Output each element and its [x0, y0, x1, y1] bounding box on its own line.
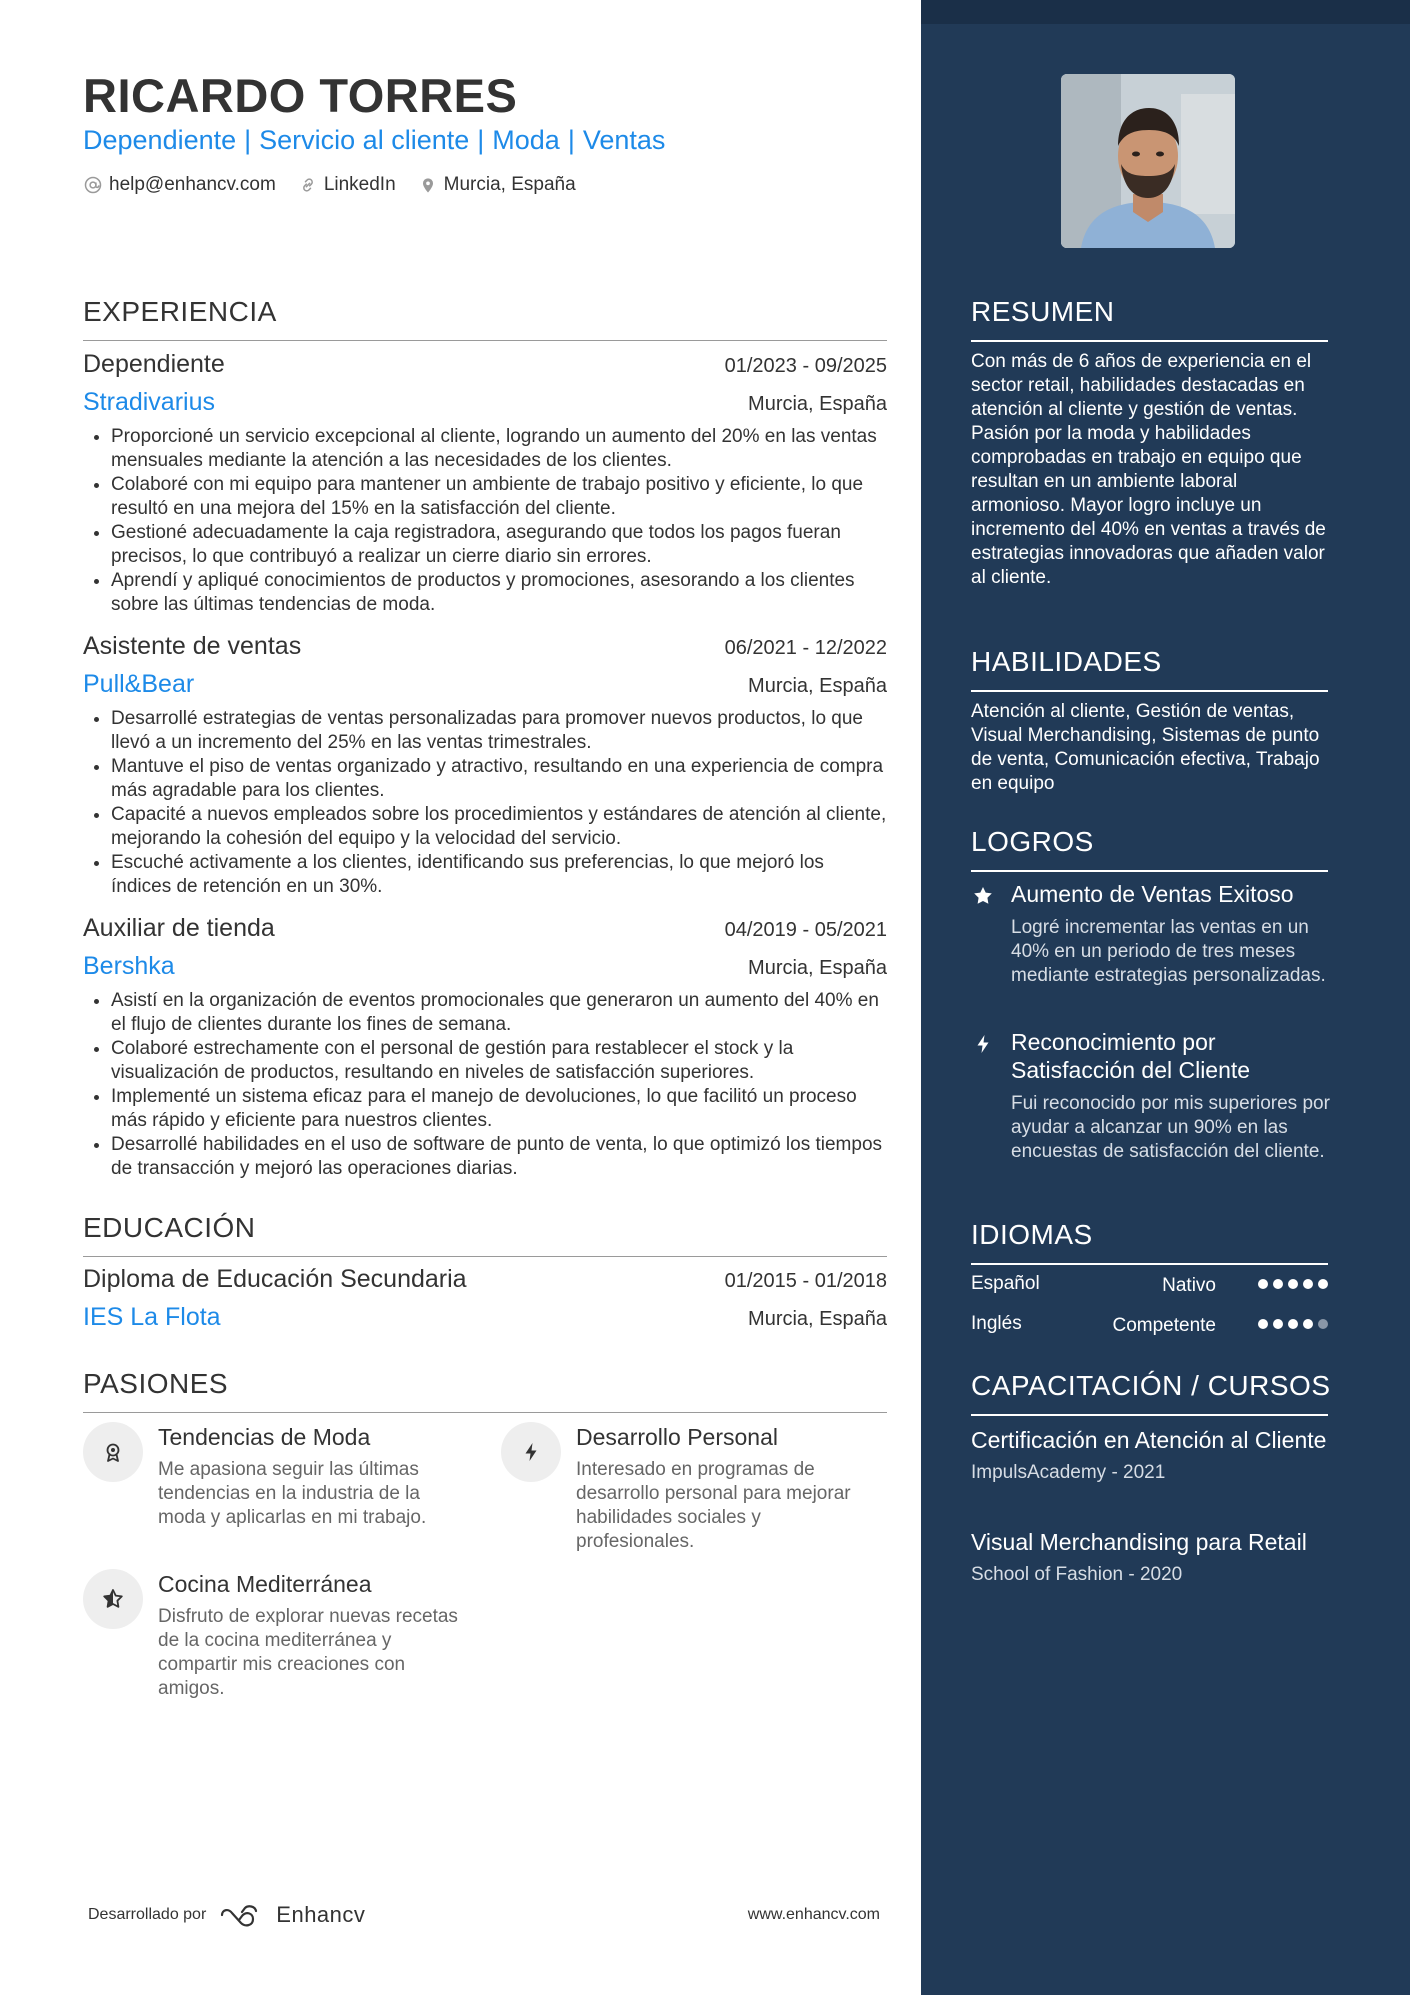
achievement-item [971, 1028, 1328, 1198]
bullet: • Capacité a nuevos empleados sobre los procedimientos y estándares de atención al cliente, mejorando la cohesión del equipo y la velocidad del servicio. [111, 803, 887, 851]
job-location: Murcia, España [748, 675, 887, 697]
brand-name: Enhancv [276, 1902, 366, 1927]
achievements-title: LOGROS [971, 826, 1094, 857]
star-half-icon [83, 1569, 143, 1629]
headline-separator: | [567, 125, 575, 155]
achievement-title: Reconocimiento por Satisfacción del Cliente [1011, 1029, 1251, 1083]
languages-divider [971, 1263, 1328, 1265]
job-entry [83, 347, 887, 617]
at-icon [83, 175, 103, 195]
course-item [971, 1426, 1328, 1486]
language-rating [1258, 1279, 1328, 1289]
headline-item: Moda [492, 125, 560, 155]
linkedin-contact[interactable] [298, 172, 396, 198]
rating-dot [1303, 1319, 1313, 1329]
job-dates: 04/2019 - 05/2021 [724, 919, 887, 941]
linkedin-text: LinkedIn [323, 174, 396, 195]
bullet: • Desarrollé estrategias de ventas personalizadas para promover nuevos productos, lo que llevó a un incremento del 25% en las ventas trimestrales. [111, 707, 887, 755]
course-title: Visual Merchandising para Retail [971, 1529, 1307, 1555]
location-contact [418, 172, 576, 198]
headline-separator: | [477, 125, 485, 155]
job-entry [83, 911, 887, 1181]
job-bullets [83, 989, 887, 1181]
rating-dot [1288, 1319, 1298, 1329]
summary-text: Con más de 6 años de experiencia en el sector retail, habilidades destacadas en atención al cliente y gestión de ventas. Pasión por la moda y habilidades comprobadas en trabajo en equipo que resultan en un ambiente laboral armonioso. Mayor logro incluye un incremento del 40% en ventas a través de estrategias innovadoras que añaden valor al cliente. [971, 351, 1326, 588]
headline [83, 122, 665, 158]
job-company: Pull&Bear [83, 670, 195, 698]
job-title: Dependiente [83, 350, 225, 378]
job-company: Bershka [83, 952, 175, 980]
candidate-name: RICARDO TORRES [83, 69, 518, 122]
rating-dot [1318, 1319, 1328, 1329]
link-icon [298, 175, 318, 195]
achievement-title: Aumento de Ventas Exitoso [1011, 881, 1294, 907]
rating-dot [1258, 1319, 1268, 1329]
headline-separator: | [244, 125, 252, 155]
bullet: • Implementé un sistema eficaz para el manejo de devoluciones, lo que facilitó un proceso más rápido y eficiente para nuestros clientes. [111, 1085, 887, 1133]
achievement-desc: Fui reconocido por mis superiores por ayudar a alcanzar un 90% en las encuestas de satisfacción del cliente. [1011, 1093, 1330, 1162]
job-dates: 06/2021 - 12/2022 [724, 637, 887, 659]
headline-item: Servicio al cliente [259, 125, 470, 155]
school-name: IES La Flota [83, 1303, 221, 1331]
job-company: Stradivarius [83, 388, 215, 416]
language-row [971, 1313, 1328, 1343]
passion-desc: Interesado en programas de desarrollo personal para mejorar habilidades sociales y profesionales. [576, 1459, 851, 1552]
email-text: help@enhancv.com [109, 174, 276, 195]
headline-item: Ventas [582, 125, 666, 155]
bullet: • Gestioné adecuadamente la caja registradora, asegurando que todos los pagos fueran precisos, lo que contribuyó a realizar un cierre diario sin errores. [111, 521, 887, 569]
passions-divider [83, 1412, 887, 1413]
bolt-icon [501, 1422, 561, 1482]
summary-title: RESUMEN [971, 296, 1115, 327]
bullet: • Asistí en la organización de eventos promocionales que generaron un aumento del 40% en el flujo de clientes durante los fines de semana. [111, 989, 887, 1037]
headline-item: Dependiente [83, 125, 237, 155]
sidebar [921, 0, 1410, 1995]
skills-text: Atención al cliente, Gestión de ventas, Visual Merchandising, Sistemas de punto de venta, Comunicación efectiva, Trabajo en equipo [971, 701, 1320, 794]
education-divider [83, 1256, 887, 1257]
education-dates: 01/2015 - 01/2018 [724, 1270, 887, 1292]
job-dates: 01/2023 - 09/2025 [724, 355, 887, 377]
bullet: • Proporcioné un servicio excepcional al cliente, logrando un aumento del 20% en las ventas mensuales mediante la atención a las necesidades de los clientes. [111, 425, 887, 473]
passion-desc: Me apasiona seguir las últimas tendencias en la industria de la moda y aplicarlas en mi trabajo. [158, 1459, 427, 1528]
rating-dot [1258, 1279, 1268, 1289]
job-bullets [83, 707, 887, 899]
bullet: • Desarrollé habilidades en el uso de software de punto de venta, lo que optimizó los tiempos de transacción y mejoró las operaciones diarias. [111, 1133, 887, 1181]
bullet: • Aprendí y apliqué conocimientos de productos y promociones, asesorando a los clientes sobre las últimas tendencias de moda. [111, 569, 887, 617]
courses-title: CAPACITACIÓN / CURSOS [971, 1370, 1331, 1401]
bullet: • Colaboré con mi equipo para mantener un ambiente de trabajo positivo y eficiente, lo que resultó en una mejora del 15% en la satisfacción del cliente. [111, 473, 887, 521]
language-level: Nativo [1162, 1275, 1216, 1296]
course-title: Certificación en Atención al Cliente [971, 1427, 1327, 1453]
achievement-desc: Logré incrementar las ventas en un 40% en un periodo de tres meses mediante estrategias personalizadas. [1011, 917, 1326, 986]
rating-dot [1303, 1279, 1313, 1289]
website-link[interactable]: www.enhancv.com [747, 1906, 880, 1923]
job-bullets [83, 425, 887, 617]
contact-info [83, 172, 576, 198]
location-text: Murcia, España [443, 174, 576, 195]
achievement-item [971, 880, 1328, 1020]
job-location: Murcia, España [748, 393, 887, 415]
passion-title: Desarrollo Personal [576, 1424, 778, 1450]
bullet: • Colaboré estrechamente con el personal de gestión para restablecer el stock y la visualización de productos, resultando en niveles de satisfacción superiores. [111, 1037, 887, 1085]
rating-dot [1273, 1319, 1283, 1329]
skills-title: HABILIDADES [971, 646, 1162, 677]
courses-divider [971, 1414, 1328, 1416]
degree-title: Diploma de Educación Secundaria [83, 1265, 467, 1293]
profile-photo [1061, 74, 1235, 248]
footer-brand[interactable] [88, 1902, 365, 1928]
bullet: • Escuché activamente a los clientes, identificando sus preferencias, lo que mejoró los índices de retención en un 30%. [111, 851, 887, 899]
email-contact[interactable] [83, 172, 276, 198]
developed-by-text: Desarrollado por [88, 1906, 207, 1923]
sidebar-top-band [921, 0, 1410, 24]
summary-divider [971, 340, 1328, 342]
passion-title: Tendencias de Moda [158, 1424, 371, 1450]
education-location: Murcia, España [748, 1308, 887, 1330]
rating-dot [1318, 1279, 1328, 1289]
passion-desc: Disfruto de explorar nuevas recetas de la cocina mediterránea y compartir mis creaciones con amigos. [158, 1606, 458, 1699]
star-icon [971, 884, 995, 908]
language-name: Inglés [971, 1313, 1022, 1334]
bullet: • Mantuve el piso de ventas organizado y atractivo, resultando en una experiencia de compra más agradable para los clientes. [111, 755, 887, 803]
language-row [971, 1273, 1328, 1303]
education-title: EDUCACIÓN [83, 1212, 256, 1243]
rating-dot [1273, 1279, 1283, 1289]
language-name: Español [971, 1273, 1040, 1294]
course-meta: School of Fashion - 2020 [971, 1564, 1183, 1585]
passions-title: PASIONES [83, 1368, 229, 1399]
skills-divider [971, 690, 1328, 692]
education-entry [83, 1262, 887, 1336]
experience-title: EXPERIENCIA [83, 296, 277, 327]
experience-divider [83, 340, 887, 341]
footer [88, 1902, 880, 1928]
rating-dot [1288, 1279, 1298, 1289]
passion-title: Cocina Mediterránea [158, 1571, 372, 1597]
course-item [971, 1528, 1328, 1588]
course-meta: ImpulsAcademy - 2021 [971, 1462, 1166, 1483]
job-location: Murcia, España [748, 957, 887, 979]
achievements-divider [971, 870, 1328, 872]
job-title: Auxiliar de tienda [83, 914, 275, 942]
award-icon [83, 1422, 143, 1482]
language-rating [1258, 1319, 1328, 1329]
location-pin-icon [418, 175, 438, 195]
job-entry [83, 629, 887, 899]
job-title: Asistente de ventas [83, 632, 302, 660]
languages-title: IDIOMAS [971, 1219, 1093, 1250]
bolt-icon [971, 1032, 995, 1056]
language-level: Competente [1112, 1315, 1216, 1336]
enhancv-logo-icon [218, 1903, 264, 1927]
